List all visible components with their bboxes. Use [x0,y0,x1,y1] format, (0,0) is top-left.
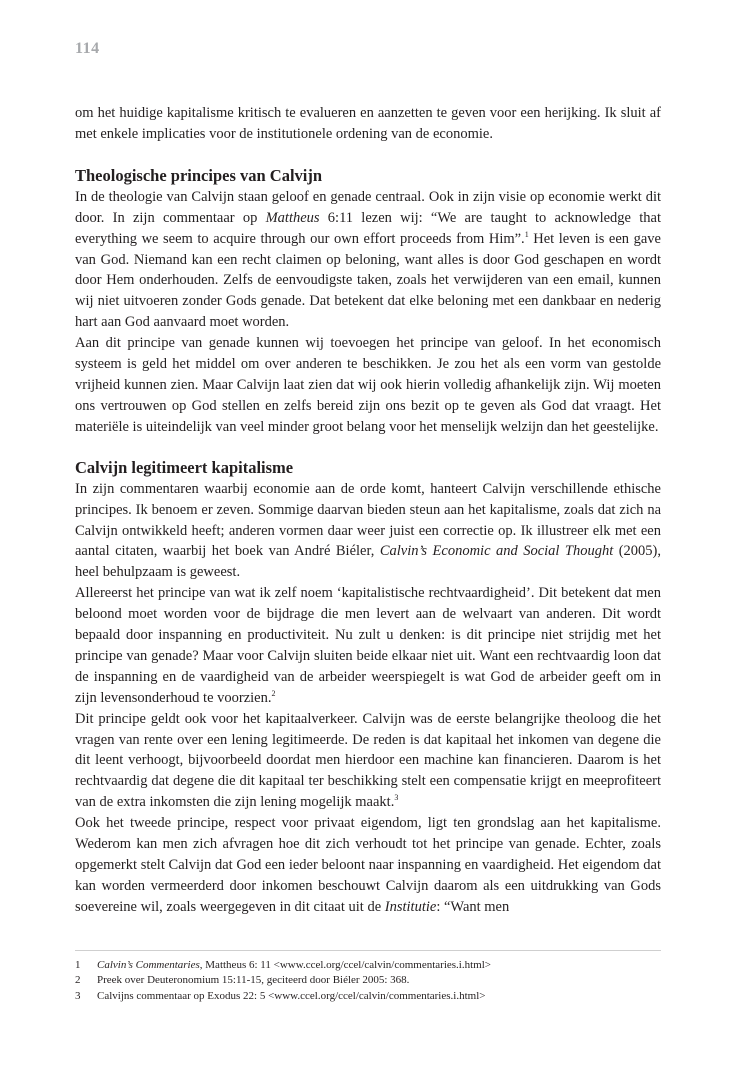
intro-paragraph: om het huidige kapitalisme kritisch te evalueren en aanzetten te geven voor een herijking. Ik sluit af met enkele implicaties voor de institutionele ordening van de economie. [75,105,661,142]
footnote [75,989,661,1004]
page-number: 114 [75,40,100,57]
footnote [75,973,661,988]
section-heading-theological-principles: Theologische principes van Calvijn [75,165,323,185]
footnote-number: 1 [75,959,81,971]
footnote-text: Preek over Deuteronomium 15:11-15, geciteerd door Biéler 2005: 368. [97,974,410,987]
footnote-number: 3 [75,989,81,1002]
footnote-ref-1: 1 [524,229,529,239]
paragraph: Aan dit principe van genade kunnen wij toevoegen het principe van geloof. In het economisch systeem is geld het middel om over anderen te beschikken. Je zou het als een vorm van gestolde vrijheid kunnen zien. Maar Calvijn laat zien dat wij ook hierin volledig afhankelijk zijn. Wij moeten ons vertrouwen op God stellen en zelfs bereid zijn ons bezit op te geven als God dat vraagt. Het materiële is uiteindelijk van veel minder groot belang voor het menselijk welzijn dan het geestelijke. [75,335,661,435]
paragraph: Ook het tweede principe, respect voor privaat eigendom, ligt ten grondslag aan het kapitalisme. Wederom kan men zich afvragen hoe dit zich verhoudt tot het principe van genade. Echter, zoals opgemerkt stelt Calvijn dat God een ieder beloont naar inspanning en vaardigheid. Het eigendom dat kan worden vermeerderd door inkomen beschouwt Calvijn daarom als een uitdrukking van Gods soevereine wil, zoals weergegeven in dit citaat uit de Institutie: “Want men [75,815,661,915]
paragraph: In zijn commentaren waarbij economie aan de orde komt, hanteert Calvijn verschillende ethische principes. Ik benoem er zeven. Sommige daarvan bieden steun aan het kapitalisme, zoals dat zich na Calvijn ontwikkeld heeft; anderen vormen daar weer juist een correctie op. Ik illustreer elk met een aantal citaten, waarbij het boek van André Biéler, Calvin’s Economic and Social Thought (2005), heel behulpzaam is geweest. [75,480,661,581]
footnote-text: Calvin’s Commentaries, Mattheus 6: 11 <www.ccel.org/ccel/calvin/commentaries.i.html> [97,959,491,971]
paragraph: Allereerst het principe van wat ik zelf noem ‘kapitalistische rechtvaardigheid’. Dit betekent dat men beloond moet worden voor de bijdrage die men levert aan de welvaart van anderen. Dit wordt bepaald door inspanning en productiviteit. Nu zult u denken: is dit principe niet strijdig met het principe van genade? Maar voor Calvijn sluiten beide elkaar niet uit. Want een rechtvaardig loon dat de inspanning en de vaardigheid van de arbeider weerspiegelt is wat God de arbeider geeft om in zijn levensonderhoud te voorzien.$^2$ [75,585,661,706]
footnote-text: Calvijns commentaar op Exodus 22: 5 <www.ccel.org/ccel/calvin/commentaries.i.html> [97,989,486,1002]
paragraph: Dit principe geldt ook voor het kapitaalverkeer. Calvijn was de eerste belangrijke theoloog die het vragen van rente over een lening legitimeerde. De reden is dat kapitaal het inkomen van degene die dit leent verhoogt, bijvoorbeeld doordat men hierdoor een machine kan financieren. Daarom is het rechtvaardig dat degene die dit kapitaal ter beschikking stelt een compensatie krijgt en meeprofiteert van de extra inkomsten die zijn lening mogelijk maakt.$^3$ [75,710,661,811]
section-heading-calvin-legitimizes-capitalism: Calvijn legitimeert kapitalisme [75,457,294,477]
body-text [75,103,661,918]
footnote-ref-3: 3 [394,793,399,803]
paragraph: In de theologie van Calvijn staan geloof en genade centraal. Ook in zijn visie op economie werkt dit door. In zijn commentaar op Mattheus 6:11 lezen wij: “We are taught to acknowledge that everything we seem to acquire through our own effort proceeds from Him”.$^1$ Het leven is een gave van God. Niemand kan een recht claimen op beloning, want alles is door God geschapen en wordt door Hem onderhouden. Zelfs de eenvoudigste taken, zoals het verwijderen van een email, kunnen wij niet uitvoeren zonder Gods genade. Dat betekent dat elke beloning met een dankbaar en nederig hart aan God aanvaard moet worden. [75,188,661,331]
footnote-number: 2 [75,974,81,987]
footnote-divider [75,950,661,951]
footnote [75,958,661,973]
footnotes [75,958,661,1004]
footnote-ref-2: 2 [271,688,276,698]
